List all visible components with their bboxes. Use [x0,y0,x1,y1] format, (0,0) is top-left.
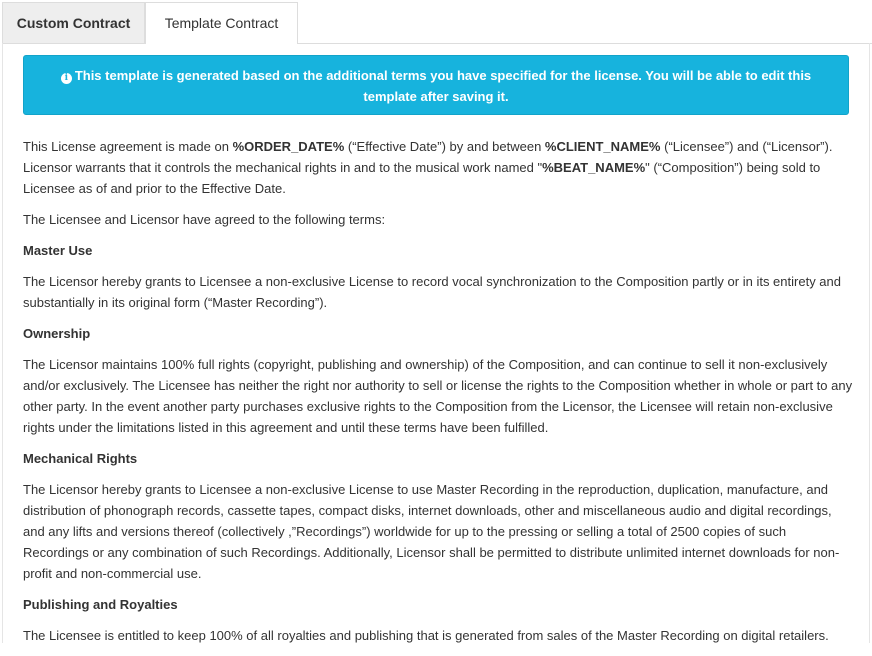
section-body-publishing-royalties: The Licensee is entitled to keep 100% of all royalties and publishing that is generated from sales of the Master Recording on digital retailers. [23,628,829,643]
client-name-variable: %CLIENT_NAME% [544,139,661,154]
alert-text: This template is generated based on the additional terms you have specified for the license. You will be able to edit this template after saving it. [74,68,812,104]
beat-name-variable: %BEAT_NAME% [542,160,646,175]
info-circle-icon: i [61,73,72,84]
contract-body [23,136,855,656]
section-body-mechanical-rights: The Licensor hereby grants to Licensee a non-exclusive License to use Master Recording in the reproduction, duplication, manufacture, and distribution of phonograph records, cassette tapes, compact disks, internet downloads, other and miscellaneous audio and digital recordings, and any lifts and versions thereof (collectively ,”Recordings”) worldwide for up to the pressing or selling a total of 2500 copies of such Recordings or any combination of such Recordings. Additionally, Licensor shall be permitted to distribute unlimited internet downloads for non-profit and non-commercial use. [23,482,840,581]
info-alert [23,55,849,115]
tab-template-contract[interactable]: Template Contract [145,2,298,44]
intro-text-3: (“Licensee”) and (“Licensor”). Licensor warrants that it controls the mechanical rights in and to the musical work named " [23,139,833,175]
tab-custom-contract[interactable]: Custom Contract [2,2,145,44]
intro-text-4: " (“Composition”) being sold to Licensee as of and prior to the Effective Date. [23,160,821,196]
order-date-variable: %ORDER_DATE% [232,139,345,154]
section-body-master-use: The Licensor hereby grants to Licensee a non-exclusive License to record vocal synchronization to the Composition partly or in its entirety and substantially in its original form (“Master Recording”). [23,274,841,310]
section-heading-mechanical-rights: Mechanical Rights [23,451,138,466]
agreed-terms-paragraph: The Licensee and Licensor have agreed to the following terms: [23,212,386,227]
section-body-ownership: The Licensor maintains 100% full rights (copyright, publishing and ownership) of the Composition, and can continue to sell it non-exclusively and/or exclusively. The Licensee has neither the right nor authority to sell or license the rights to the Composition whether in whole or part to any other party. In the event another party purchases exclusive rights to the Composition from the Licensor, the Licensee will retain non-exclusive rights under the limitations listed in this agreement and until these terms have been fulfilled. [23,357,853,435]
section-heading-master-use: Master Use [23,243,93,258]
intro-text-2: (“Effective Date”) by and between [344,139,545,154]
section-heading-publishing-royalties: Publishing and Royalties [23,597,178,612]
intro-text-1: This License agreement is made on [23,139,233,154]
contract-tabs [0,0,872,44]
section-heading-ownership: Ownership [23,326,91,341]
intro-paragraph [23,136,855,199]
